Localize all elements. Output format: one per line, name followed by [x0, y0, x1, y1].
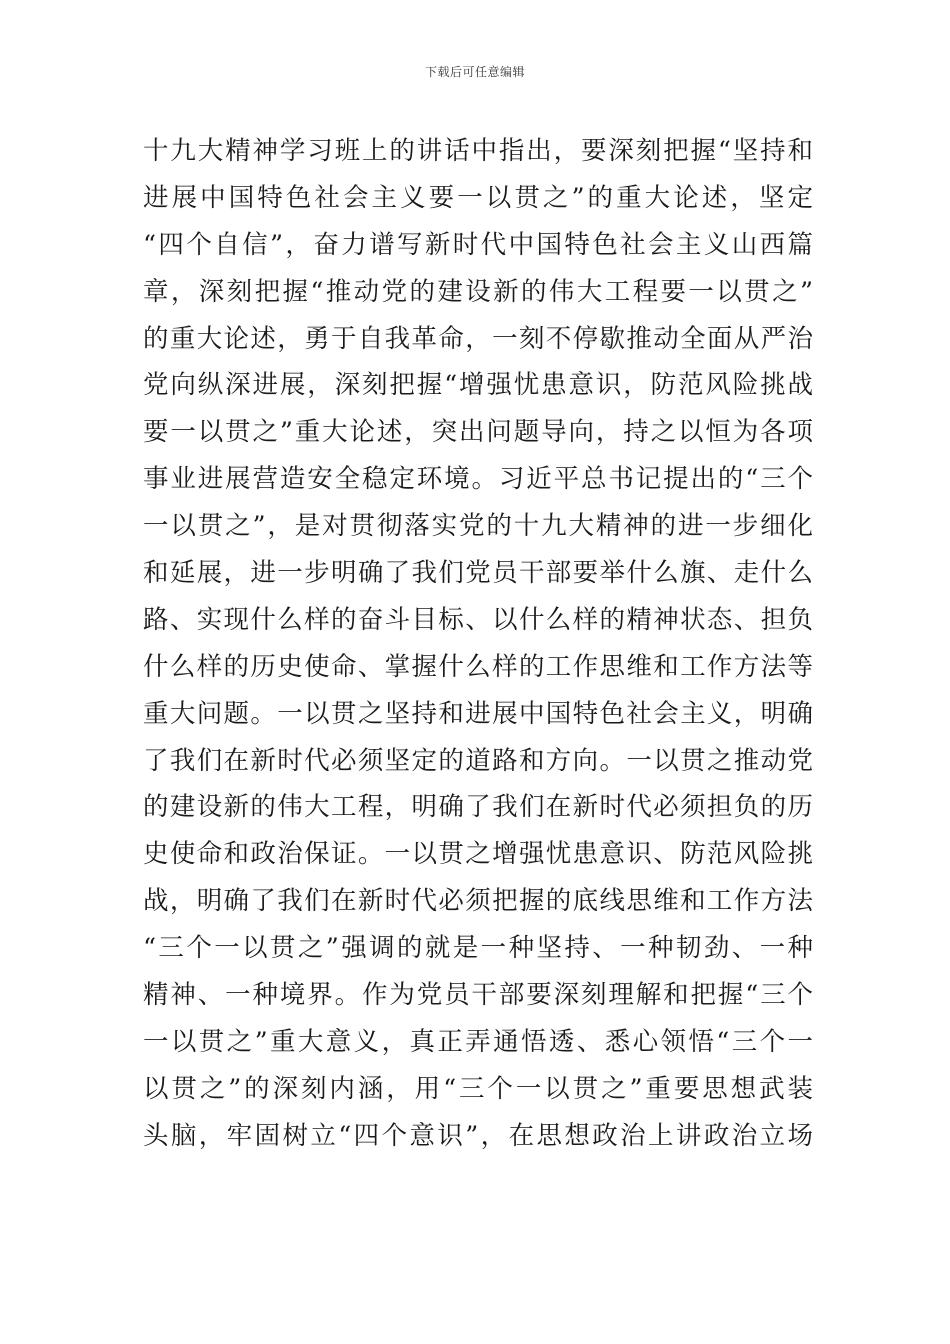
text-line: 章，深刻把握“推动党的建设新的伟大工程要一以贯之”: [143, 276, 813, 307]
text-line: 以贯之”的深刻内涵，用“三个一以贯之”重要思想武装: [143, 1073, 813, 1104]
text-line: 战，明确了我们在新时代必须把握的底线思维和工作方法: [143, 886, 813, 917]
text-line: 的建设新的伟大工程，明确了我们在新时代必须担负的历: [143, 792, 813, 823]
text-line: 精神、一种境界。作为党员干部要深刻理解和把握“三个: [143, 980, 813, 1011]
text-line: 十九大精神学习班上的讲话中指出，要深刻把握“坚持和: [143, 136, 813, 166]
text-line: 了我们在新时代必须坚定的道路和方向。一以贯之推动党: [143, 745, 813, 776]
text-line: 头脑，牢固树立“四个意识”，在思想政治上讲政治立场: [143, 1120, 813, 1151]
text-line: 一以贯之”重大意义，真正弄通悟透、悉心领悟“三个一: [143, 1026, 813, 1057]
text-line: 史使命和政治保证。一以贯之增强忧患意识、防范风险挑: [143, 839, 813, 870]
text-line: 和延展，进一步明确了我们党员干部要举什么旗、走什么: [143, 558, 813, 589]
text-line: 路、实现什么样的奋斗目标、以什么样的精神状态、担负: [143, 604, 813, 635]
text-line: 的重大论述，勇于自我革命，一刻不停歇推动全面从严治: [143, 323, 813, 354]
text-line: 事业进展营造安全稳定环境。习近平总书记提出的“三个: [143, 464, 813, 495]
text-line: “三个一以贯之”强调的就是一种坚持、一种韧劲、一种: [143, 933, 813, 964]
text-line: “四个自信”，奋力谱写新时代中国特色社会主义山西篇: [143, 229, 813, 260]
page-header: 下载后可任意编辑: [424, 65, 525, 79]
text-line: 进展中国特色社会主义要一以贯之”的重大论述，坚定: [143, 182, 813, 213]
text-line: 党向纵深进展，深刻把握“增强忧患意识，防范风险挑战: [143, 370, 813, 401]
body-text: [143, 128, 813, 1160]
text-line: 一以贯之”，是对贯彻落实党的十九大精神的进一步细化: [143, 511, 813, 542]
text-line: 要一以贯之”重大论述，突出问题导向，持之以恒为各项: [143, 417, 813, 448]
text-line: 重大问题。一以贯之坚持和进展中国特色社会主义，明确: [143, 698, 813, 729]
text-line: 什么样的历史使命、掌握什么样的工作思维和工作方法等: [143, 651, 813, 682]
